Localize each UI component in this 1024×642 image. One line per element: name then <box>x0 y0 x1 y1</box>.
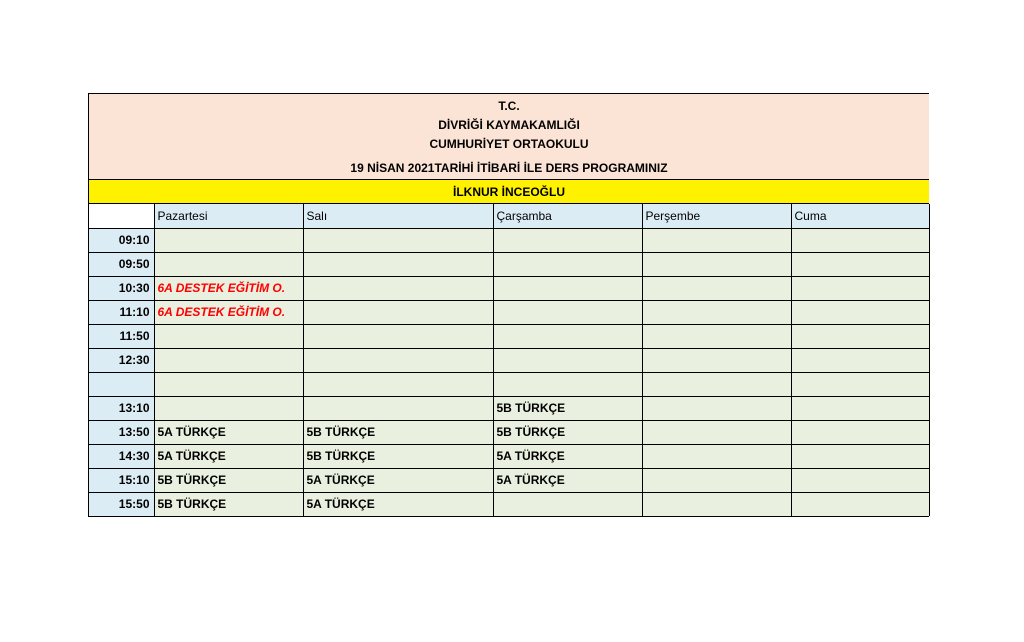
lesson-cell-tuesday <box>303 372 493 396</box>
lesson-cell-tuesday <box>303 228 493 252</box>
lesson-cell-friday <box>791 468 929 492</box>
lesson-cell-thursday <box>642 300 791 324</box>
lesson-cell-monday <box>154 372 303 396</box>
lesson-cell-wednesday <box>493 276 642 300</box>
lesson-cell-monday <box>154 348 303 372</box>
lesson-cell-wednesday: 5B TÜRKÇE <box>493 420 642 444</box>
lesson-cell-monday: 6A DESTEK EĞİTİM O. <box>154 276 303 300</box>
lesson-cell-tuesday <box>303 324 493 348</box>
lesson-cell-wednesday: 5A TÜRKÇE <box>493 444 642 468</box>
day-header-row <box>89 204 929 228</box>
lesson-cell-monday <box>154 252 303 276</box>
lesson-cell-wednesday <box>493 252 642 276</box>
lesson-cell-wednesday: 5B TÜRKÇE <box>493 396 642 420</box>
lesson-cell-wednesday <box>493 300 642 324</box>
lesson-cell-friday <box>791 276 929 300</box>
lesson-cell-monday: 6A DESTEK EĞİTİM O. <box>154 300 303 324</box>
time-slot-cell: 09:10 <box>89 228 154 252</box>
lesson-cell-tuesday <box>303 396 493 420</box>
lesson-cell-friday <box>791 444 929 468</box>
school-header <box>89 93 929 179</box>
schedule-row <box>89 372 929 396</box>
lesson-cell-wednesday <box>493 228 642 252</box>
time-slot-cell: 13:10 <box>89 396 154 420</box>
schedule-row <box>89 468 929 492</box>
corner-cell <box>89 204 154 228</box>
lesson-cell-friday <box>791 396 929 420</box>
lesson-cell-tuesday: 5A TÜRKÇE <box>303 492 493 516</box>
day-header-wednesday: Çarşamba <box>493 204 642 228</box>
lesson-cell-thursday <box>642 396 791 420</box>
schedule-sheet <box>88 93 929 517</box>
schedule-row <box>89 396 929 420</box>
day-header-friday: Cuma <box>791 204 929 228</box>
header-line-school: CUMHURİYET ORTAOKULU <box>429 137 589 151</box>
lesson-cell-tuesday <box>303 348 493 372</box>
header-line-district: DİVRİĞİ KAYMAKAMLIĞI <box>438 118 580 132</box>
lesson-cell-monday <box>154 324 303 348</box>
lesson-cell-monday: 5B TÜRKÇE <box>154 468 303 492</box>
lesson-cell-monday <box>154 396 303 420</box>
lesson-cell-friday <box>791 492 929 516</box>
lesson-cell-monday <box>154 228 303 252</box>
lesson-cell-tuesday <box>303 300 493 324</box>
lesson-cell-thursday <box>642 372 791 396</box>
schedule-row <box>89 348 929 372</box>
lesson-cell-monday: 5B TÜRKÇE <box>154 492 303 516</box>
lesson-cell-thursday <box>642 252 791 276</box>
lesson-cell-friday <box>791 324 929 348</box>
schedule-row <box>89 228 929 252</box>
schedule-row <box>89 276 929 300</box>
header-line-title: 19 NİSAN 2021TARİHİ İTİBARİ İLE DERS PROGRAMINIZ <box>350 161 668 175</box>
time-slot-cell <box>89 372 154 396</box>
time-slot-cell: 09:50 <box>89 252 154 276</box>
lesson-cell-friday <box>791 372 929 396</box>
time-slot-cell: 11:50 <box>89 324 154 348</box>
time-slot-cell: 14:30 <box>89 444 154 468</box>
header-line-tc: T.C. <box>498 99 520 113</box>
schedule-row <box>89 252 929 276</box>
time-slot-cell: 10:30 <box>89 276 154 300</box>
time-slot-cell: 15:50 <box>89 492 154 516</box>
lesson-cell-friday <box>791 420 929 444</box>
lesson-cell-thursday <box>642 324 791 348</box>
schedule-row <box>89 420 929 444</box>
lesson-cell-friday <box>791 252 929 276</box>
teacher-name: İLKNUR İNCEOĞLU <box>89 179 929 204</box>
lesson-cell-monday: 5A TÜRKÇE <box>154 420 303 444</box>
time-slot-cell: 11:10 <box>89 300 154 324</box>
lesson-cell-wednesday: 5A TÜRKÇE <box>493 468 642 492</box>
time-slot-cell: 15:10 <box>89 468 154 492</box>
lesson-cell-friday <box>791 228 929 252</box>
schedule-row <box>89 492 929 516</box>
time-slot-cell: 12:30 <box>89 348 154 372</box>
lesson-cell-tuesday <box>303 252 493 276</box>
lesson-cell-tuesday: 5B TÜRKÇE <box>303 420 493 444</box>
lesson-cell-thursday <box>642 228 791 252</box>
lesson-cell-friday <box>791 300 929 324</box>
lesson-cell-thursday <box>642 348 791 372</box>
lesson-cell-friday <box>791 348 929 372</box>
lesson-cell-thursday <box>642 420 791 444</box>
lesson-cell-wednesday <box>493 324 642 348</box>
schedule-row <box>89 300 929 324</box>
lesson-cell-tuesday: 5B TÜRKÇE <box>303 444 493 468</box>
lesson-cell-thursday <box>642 492 791 516</box>
day-header-tuesday: Salı <box>303 204 493 228</box>
lesson-cell-thursday <box>642 276 791 300</box>
schedule-row <box>89 444 929 468</box>
lesson-cell-wednesday <box>493 372 642 396</box>
schedule-table <box>89 204 930 516</box>
day-header-monday: Pazartesi <box>154 204 303 228</box>
lesson-cell-thursday <box>642 444 791 468</box>
lesson-cell-monday: 5A TÜRKÇE <box>154 444 303 468</box>
lesson-cell-tuesday <box>303 276 493 300</box>
lesson-cell-wednesday <box>493 492 642 516</box>
lesson-cell-wednesday <box>493 348 642 372</box>
lesson-cell-thursday <box>642 468 791 492</box>
lesson-cell-tuesday: 5A TÜRKÇE <box>303 468 493 492</box>
schedule-row <box>89 324 929 348</box>
time-slot-cell: 13:50 <box>89 420 154 444</box>
day-header-thursday: Perşembe <box>642 204 791 228</box>
